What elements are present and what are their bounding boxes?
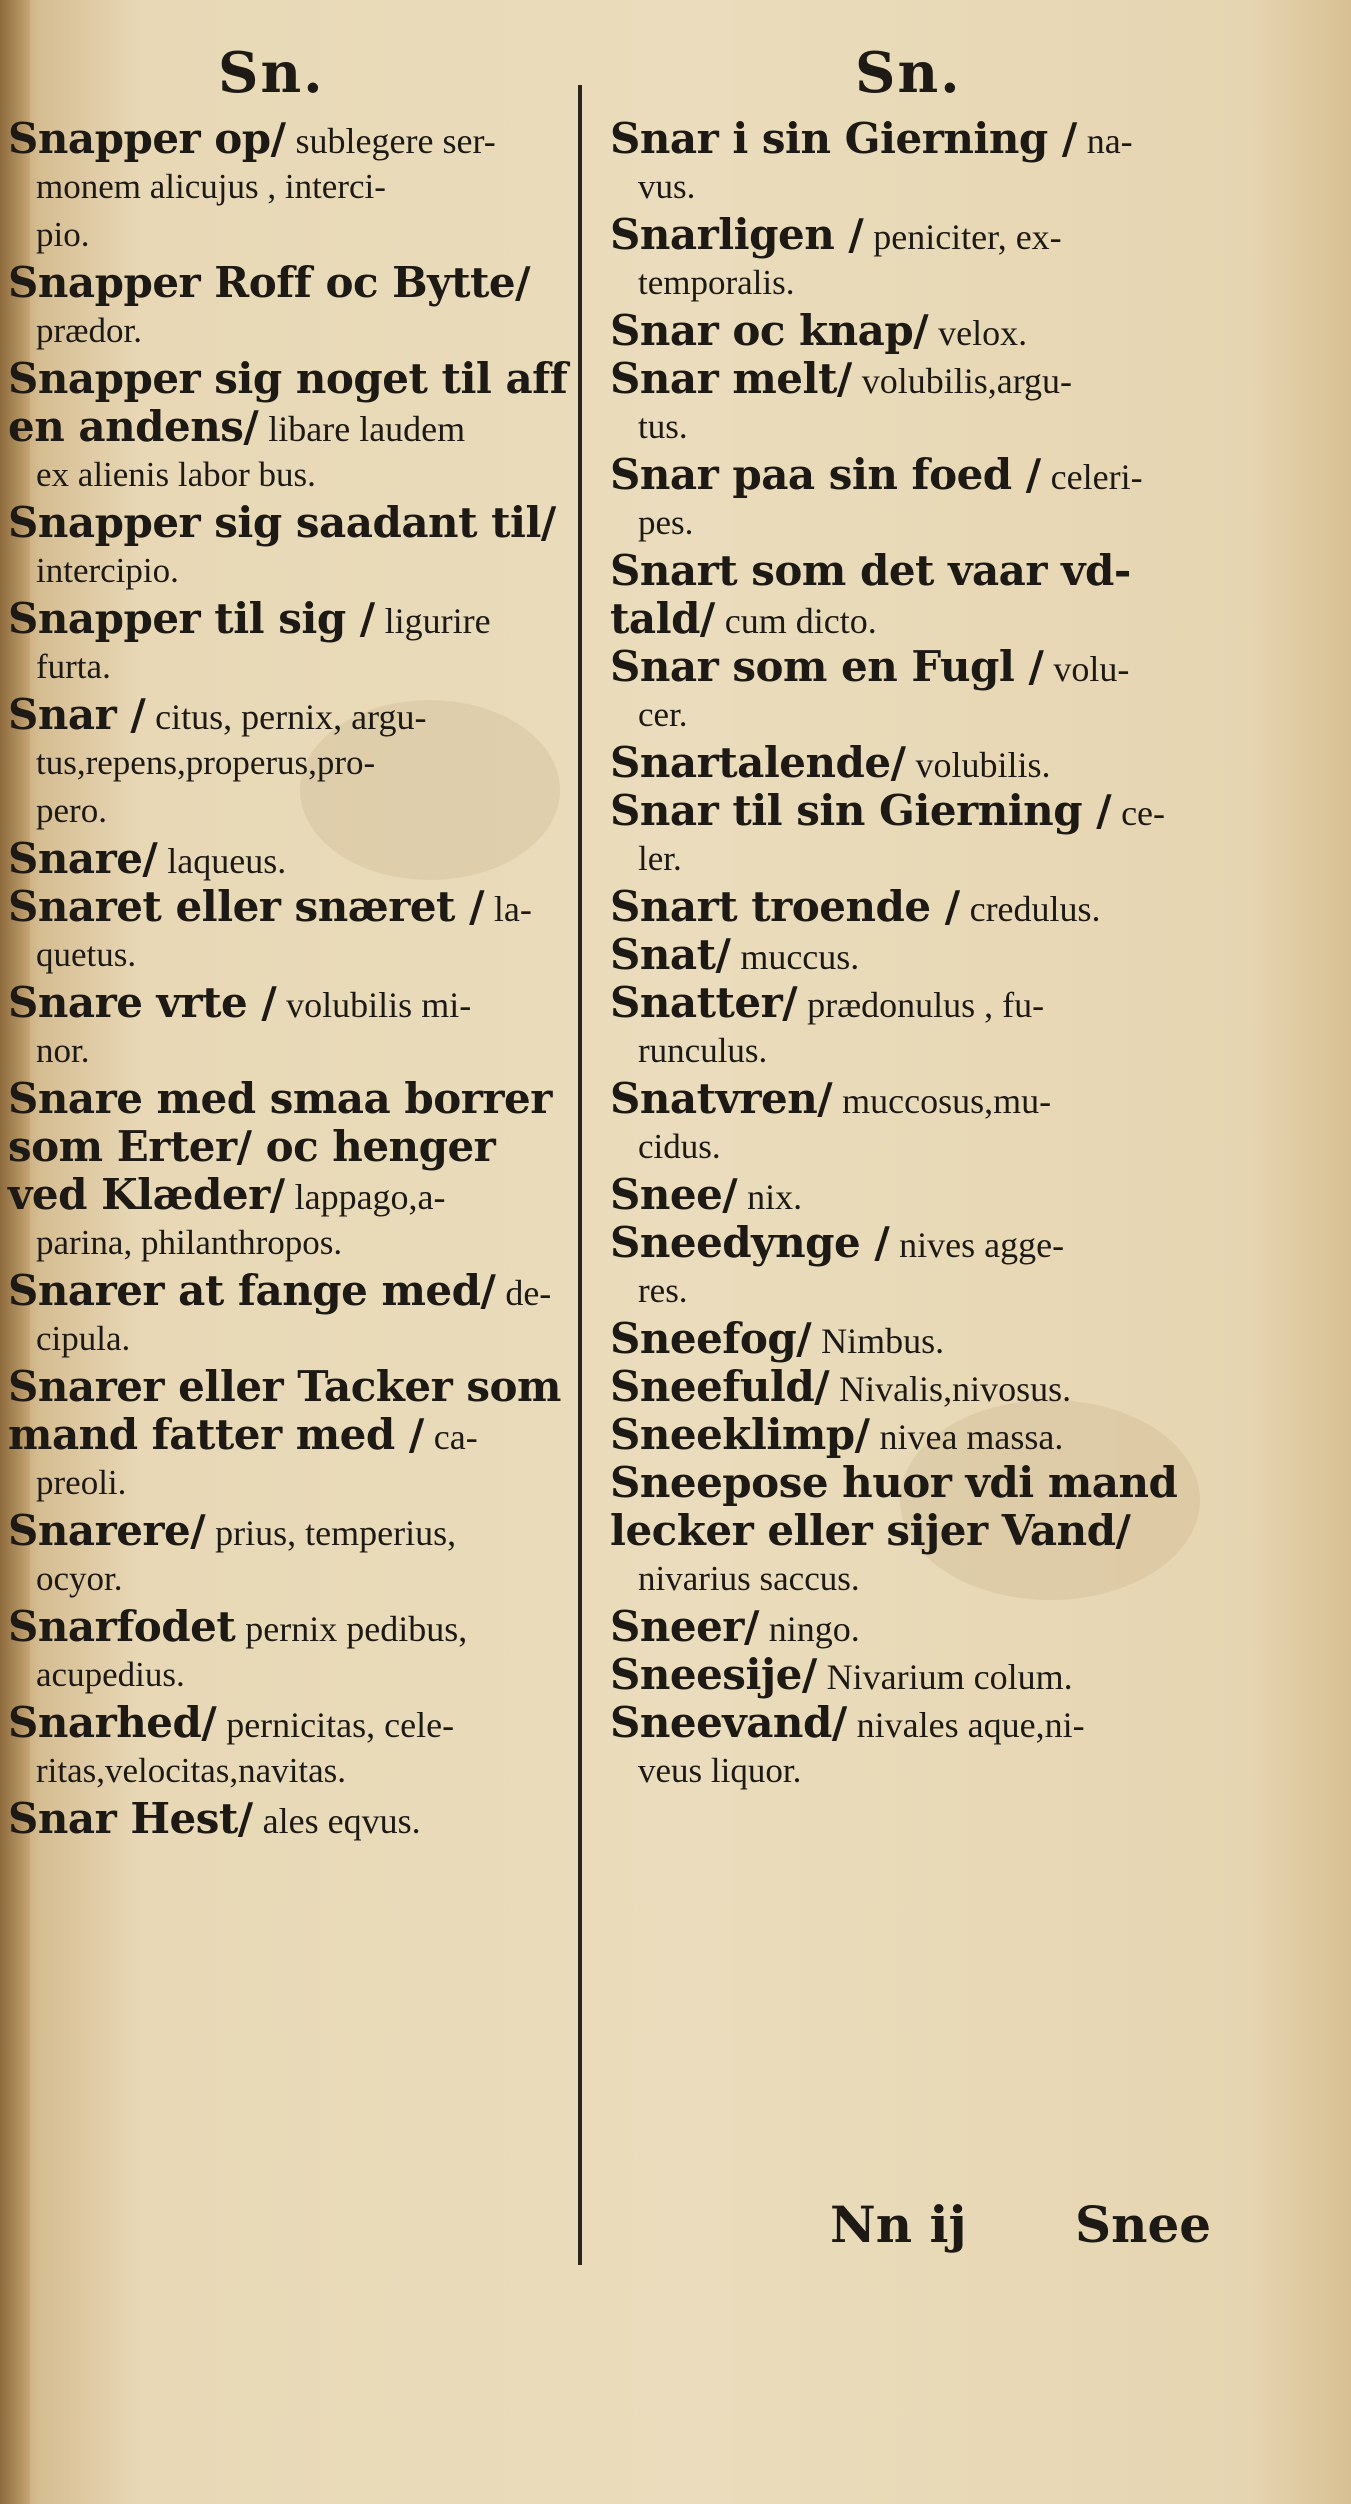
- dictionary-entry: [8, 835, 573, 883]
- latin-definition: lappago,a-: [294, 1177, 446, 1217]
- latin-definition: nix.: [747, 1177, 803, 1217]
- headword: Sneevand/: [610, 1698, 847, 1747]
- latin-definition: pernix pedibus,: [245, 1609, 468, 1649]
- entry-line: [8, 1267, 573, 1315]
- headword: Snarer eller Tacker som: [8, 1362, 561, 1411]
- latin-definition: Nivalis,nivosus.: [839, 1369, 1072, 1409]
- latin-definition: furta.: [36, 647, 111, 686]
- dictionary-entry: [610, 643, 1290, 739]
- headword: Snar oc knap/: [610, 306, 929, 355]
- entry-line: [610, 1603, 1290, 1651]
- dictionary-entry: [610, 739, 1290, 787]
- headword: Snapper Roff oc Bytte/: [8, 258, 530, 307]
- entry-line: [610, 451, 1290, 499]
- latin-definition: nor.: [36, 1031, 90, 1070]
- headword: Snartalende/: [610, 738, 906, 787]
- entry-line: [8, 1075, 573, 1123]
- entry-line: [8, 883, 573, 931]
- entry-line: [8, 259, 573, 307]
- headword: Snapper til sig /: [8, 594, 375, 643]
- headword: Snare vrte /: [8, 978, 277, 1027]
- dictionary-entry: [8, 499, 573, 595]
- latin-definition: Nimbus.: [821, 1321, 945, 1361]
- latin-definition: cidus.: [638, 1127, 721, 1166]
- entry-line: [8, 1171, 573, 1219]
- entry-line: [8, 1507, 573, 1555]
- entry-line: [8, 1459, 573, 1507]
- dictionary-entry: [8, 115, 573, 259]
- latin-definition: vus.: [638, 167, 696, 206]
- headword: Snar melt/: [610, 354, 852, 403]
- latin-definition: ce-: [1121, 793, 1166, 833]
- entry-line: [610, 259, 1290, 307]
- dictionary-entry: [8, 691, 573, 835]
- left-column-header: Sn.: [218, 40, 325, 106]
- latin-definition: volu-: [1053, 649, 1130, 689]
- latin-definition: cipula.: [36, 1319, 131, 1358]
- page-footer: [830, 2195, 1250, 2265]
- entry-line: [8, 835, 573, 883]
- entry-line: [8, 115, 573, 163]
- dictionary-entry: [610, 1171, 1290, 1219]
- latin-definition: ocyor.: [36, 1559, 123, 1598]
- headword: Snare/: [8, 834, 158, 883]
- latin-definition: de-: [505, 1273, 552, 1313]
- headword: Sneefuld/: [610, 1362, 830, 1411]
- entry-line: [8, 1219, 573, 1267]
- latin-definition: monem alicujus , interci-: [36, 167, 386, 206]
- dictionary-entry: [610, 787, 1290, 883]
- headword: Snapper sig saadant til/: [8, 498, 556, 547]
- entry-line: [610, 1219, 1290, 1267]
- entry-line: [610, 1699, 1290, 1747]
- entry-line: [610, 1651, 1290, 1699]
- entry-line: [610, 355, 1290, 403]
- dictionary-entry: [8, 1267, 573, 1363]
- entry-line: [610, 979, 1290, 1027]
- headword: Snar Hest/: [8, 1794, 253, 1843]
- latin-definition: ex alienis labor bus.: [36, 455, 316, 494]
- dictionary-entry: [8, 259, 573, 355]
- entry-line: [8, 451, 573, 499]
- latin-definition: volubilis.: [915, 745, 1051, 785]
- entry-line: [610, 499, 1290, 547]
- dictionary-entry: [8, 883, 573, 979]
- headword: Snar som en Fugl /: [610, 642, 1044, 691]
- latin-definition: volubilis mi-: [286, 985, 472, 1025]
- dictionary-entry: [610, 1219, 1290, 1315]
- entry-line: [8, 931, 573, 979]
- dictionary-entry: [610, 115, 1290, 211]
- entry-line: [8, 547, 573, 595]
- latin-definition: celeri-: [1050, 457, 1143, 497]
- entry-line: [610, 1027, 1290, 1075]
- dictionary-entry: [8, 979, 573, 1075]
- entry-line: [8, 1027, 573, 1075]
- latin-definition: laqueus.: [167, 841, 287, 881]
- latin-definition: Nivarium colum.: [826, 1657, 1073, 1697]
- latin-definition: nives agge-: [899, 1225, 1065, 1265]
- headword: Snar paa sin foed /: [610, 450, 1041, 499]
- latin-definition: muccosus,mu-: [842, 1081, 1052, 1121]
- latin-definition: sublegere ser-: [295, 121, 496, 161]
- right-entries: [610, 115, 1290, 1795]
- headword: Snatvren/: [610, 1074, 833, 1123]
- headword: ved Klæder/: [8, 1170, 285, 1219]
- headword: Snar i sin Gierning /: [610, 114, 1077, 163]
- entry-line: [610, 691, 1290, 739]
- latin-definition: libare laudem: [268, 409, 466, 449]
- latin-definition: pero.: [36, 791, 107, 830]
- dictionary-entry: [610, 979, 1290, 1075]
- entry-line: [8, 499, 573, 547]
- entry-line: [610, 163, 1290, 211]
- dictionary-entry: [610, 1363, 1290, 1411]
- headword: Sneedynge /: [610, 1218, 890, 1267]
- entry-line: [8, 211, 573, 259]
- latin-definition: ningo.: [768, 1609, 860, 1649]
- entry-line: [610, 595, 1290, 643]
- latin-definition: intercipio.: [36, 551, 179, 590]
- entry-line: [8, 1363, 573, 1411]
- latin-definition: ritas,velocitas,navitas.: [36, 1751, 347, 1790]
- latin-definition: ler.: [638, 839, 682, 878]
- entry-line: [610, 1507, 1290, 1555]
- latin-definition: acupedius.: [36, 1655, 185, 1694]
- entry-line: [610, 1075, 1290, 1123]
- entry-line: [610, 115, 1290, 163]
- dictionary-entry: [610, 1075, 1290, 1171]
- headword: Sneer/: [610, 1602, 759, 1651]
- entry-line: [8, 1411, 573, 1459]
- catchword: Snee: [1075, 2195, 1212, 2254]
- entry-line: [8, 163, 573, 211]
- headword: Snart som det vaar vd-: [610, 546, 1131, 595]
- latin-definition: ligurire: [384, 601, 491, 641]
- dictionary-entry: [8, 1075, 573, 1267]
- dictionary-entry: [610, 1699, 1290, 1795]
- entry-line: [8, 307, 573, 355]
- headword: en andens/: [8, 402, 259, 451]
- entry-line: [610, 1363, 1290, 1411]
- headword: Snarfodet: [8, 1602, 236, 1651]
- latin-definition: muccus.: [740, 937, 860, 977]
- dictionary-entry: [610, 307, 1290, 355]
- latin-definition: la-: [493, 889, 532, 929]
- dictionary-entry: [610, 1411, 1290, 1459]
- headword: Snarligen /: [610, 210, 864, 259]
- entry-line: [610, 547, 1290, 595]
- entry-line: [8, 355, 573, 403]
- column-divider: [578, 85, 582, 2265]
- latin-definition: pes.: [638, 503, 694, 542]
- entry-line: [8, 1315, 573, 1363]
- headword: Snarhed/: [8, 1698, 217, 1747]
- dictionary-entry: [610, 1459, 1290, 1603]
- entry-line: [610, 403, 1290, 451]
- latin-definition: ales eqvus.: [262, 1801, 421, 1841]
- latin-definition: velox.: [938, 313, 1028, 353]
- latin-definition: tus,repens,properus,pro-: [36, 743, 376, 782]
- entry-line: [610, 1459, 1290, 1507]
- latin-definition: pernicitas, cele-: [226, 1705, 455, 1745]
- latin-definition: cum dicto.: [724, 601, 877, 641]
- entry-line: [8, 1699, 573, 1747]
- entry-line: [610, 883, 1290, 931]
- entry-line: [610, 787, 1290, 835]
- dictionary-entry: [8, 1699, 573, 1795]
- entry-line: [610, 931, 1290, 979]
- latin-definition: volubilis,argu-: [861, 361, 1073, 401]
- latin-definition: nivales aque,ni-: [856, 1705, 1085, 1745]
- entry-line: [610, 307, 1290, 355]
- dictionary-entry: [8, 355, 573, 499]
- latin-definition: runculus.: [638, 1031, 768, 1070]
- entry-line: [8, 739, 573, 787]
- entry-line: [610, 1171, 1290, 1219]
- headword: Sneeklimp/: [610, 1410, 870, 1459]
- headword: Snart troende /: [610, 882, 960, 931]
- dictionary-entry: [610, 1651, 1290, 1699]
- headword: Snar /: [8, 690, 146, 739]
- dictionary-entry: [610, 355, 1290, 451]
- headword: Snatter/: [610, 978, 798, 1027]
- entry-line: [8, 1123, 573, 1171]
- entry-line: [8, 787, 573, 835]
- entry-line: [8, 979, 573, 1027]
- dictionary-entry: [8, 1603, 573, 1699]
- dictionary-entry: [610, 211, 1290, 307]
- headword: Snee/: [610, 1170, 738, 1219]
- headword: Snapper sig noget til aff: [8, 354, 568, 403]
- latin-definition: preoli.: [36, 1463, 127, 1502]
- latin-definition: ca-: [433, 1417, 478, 1457]
- latin-definition: nivarius saccus.: [638, 1559, 860, 1598]
- entry-line: [8, 403, 573, 451]
- entry-line: [610, 643, 1290, 691]
- entry-line: [610, 1555, 1290, 1603]
- dictionary-entry: [8, 1507, 573, 1603]
- right-column: [610, 40, 1290, 1795]
- dictionary-entry: [8, 595, 573, 691]
- left-column: [8, 40, 573, 1843]
- latin-definition: prædor.: [36, 311, 142, 350]
- entry-line: [610, 211, 1290, 259]
- entry-line: [8, 1651, 573, 1699]
- dictionary-entry: [610, 883, 1290, 931]
- latin-definition: parina, philanthropos.: [36, 1223, 343, 1262]
- latin-definition: na-: [1086, 121, 1133, 161]
- latin-definition: pio.: [36, 215, 90, 254]
- entry-line: [8, 1603, 573, 1651]
- headword: mand fatter med /: [8, 1410, 424, 1459]
- headword: Snar til sin Gierning /: [610, 786, 1112, 835]
- entry-line: [610, 1123, 1290, 1171]
- headword: som Erter/ oc henger: [8, 1122, 496, 1171]
- dictionary-entry: [610, 547, 1290, 643]
- entry-line: [610, 739, 1290, 787]
- dictionary-entry: [610, 451, 1290, 547]
- latin-definition: veus liquor.: [638, 1751, 802, 1790]
- dictionary-entry: [8, 1795, 573, 1843]
- latin-definition: quetus.: [36, 935, 137, 974]
- latin-definition: credulus.: [969, 889, 1101, 929]
- entry-line: [610, 1411, 1290, 1459]
- headword: Snat/: [610, 930, 731, 979]
- entry-line: [8, 1747, 573, 1795]
- headword: Sneepose huor vdi mand: [610, 1458, 1178, 1507]
- latin-definition: nivea massa.: [879, 1417, 1064, 1457]
- headword: Snarer at fange med/: [8, 1266, 496, 1315]
- entry-line: [610, 1315, 1290, 1363]
- latin-definition: cer.: [638, 695, 688, 734]
- headword: Sneesije/: [610, 1650, 817, 1699]
- entry-line: [8, 1555, 573, 1603]
- dictionary-entry: [610, 1315, 1290, 1363]
- latin-definition: prius, temperius,: [215, 1513, 457, 1553]
- entry-line: [610, 1267, 1290, 1315]
- dictionary-entry: [610, 931, 1290, 979]
- signature-mark: Nn ij: [830, 2195, 967, 2254]
- headword: Snaret eller snæret /: [8, 882, 484, 931]
- entry-line: [610, 835, 1290, 883]
- latin-definition: temporalis.: [638, 263, 795, 302]
- dictionary-entry: [610, 1603, 1290, 1651]
- headword: tald/: [610, 594, 715, 643]
- latin-definition: citus, pernix, argu-: [155, 697, 427, 737]
- entry-line: [8, 1795, 573, 1843]
- entry-line: [8, 691, 573, 739]
- headword: lecker eller sijer Vand/: [610, 1506, 1131, 1555]
- dictionary-entry: [8, 1363, 573, 1507]
- left-entries: [8, 115, 573, 1843]
- entry-line: [610, 1747, 1290, 1795]
- entry-line: [8, 595, 573, 643]
- headword: Snapper op/: [8, 114, 286, 163]
- latin-definition: tus.: [638, 407, 688, 446]
- latin-definition: prædonulus , fu-: [807, 985, 1045, 1025]
- right-column-header: Sn.: [855, 40, 962, 106]
- headword: Sneefog/: [610, 1314, 812, 1363]
- headword: Snare med smaa borrer: [8, 1074, 552, 1123]
- entry-line: [8, 643, 573, 691]
- latin-definition: peniciter, ex-: [873, 217, 1062, 257]
- headword: Snarere/: [8, 1506, 206, 1555]
- latin-definition: res.: [638, 1271, 688, 1310]
